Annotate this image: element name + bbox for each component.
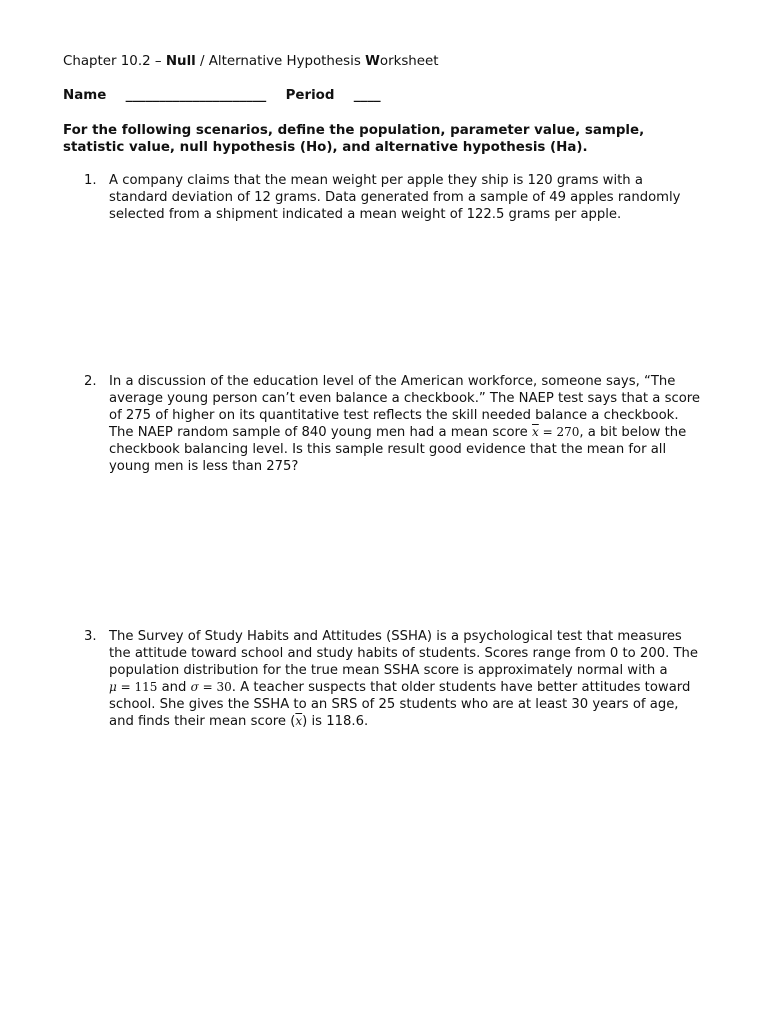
instructions: For the following scenarios, define the population, parameter value, sample, statistic value, null hypothesis (Ho), and alternative hypothesis (Ha). [63, 123, 645, 155]
question-1 [84, 172, 724, 223]
title-text-4: W [365, 54, 380, 69]
question-text-part: , a bit below the checkbook balancing level. Is this sample result good evidence that the mean for all young men is less than 275? [109, 425, 687, 474]
sample-mean-formula [532, 425, 579, 439]
page-title [63, 54, 439, 69]
question-number: 1. [84, 173, 97, 188]
sigma-symbol: σ [190, 680, 199, 694]
sigma-value: = 30 [198, 680, 232, 694]
name-blank: _____________________ [125, 88, 267, 103]
sigma-formula [191, 680, 232, 694]
question-text-part: In a discussion of the education level of the American workforce, someone says, “The average young person can’t even balance a checkbook.” The NAEP test says that a score of 275 of higher on its quantitative test reflects the skill needed balance a checkbook. The NAEP random sample of 840 young men had a mean score [109, 374, 701, 440]
title-text-3: / Alternative Hypothesis [195, 54, 366, 69]
question-number: 2. [84, 374, 97, 389]
title-text-1: Chapter 10.2 – [63, 54, 166, 69]
x-bar-symbol: $\overline{x}$ [531, 425, 539, 439]
question-number: 3. [84, 629, 97, 644]
period-label: Period [285, 88, 335, 103]
x-bar-symbol: $\overline{x}$ [295, 714, 303, 728]
title-text-5: orksheet [379, 54, 439, 69]
question-2 [84, 373, 724, 475]
period-blank: ____ [353, 88, 381, 103]
mu-symbol: μ [109, 680, 117, 694]
name-period-line [63, 88, 381, 103]
question-text: A company claims that the mean weight per apple they ship is 120 grams with a standard deviation of 12 grams. Data generated from a sample of 49 apples randomly selected from a shipment indicated a mean weight of 122.5 grams per apple. [109, 173, 681, 222]
question-text-part: and [157, 680, 191, 695]
question-text-part: The Survey of Study Habits and Attitudes (SSHA) is a psychological test that measures the attitude toward school and study habits of students. Scores range from 0 to 200. The population distribution for the true mean SSHA score is approximately normal with a [109, 629, 699, 678]
question-3 [84, 628, 724, 730]
question-text-part: . A teacher suspects that older students have better attitudes toward school. She gives the SSHA to an SRS of 25 students who are at least 30 years of age, and finds their mean score ( [109, 680, 691, 729]
sample-mean-value: = 270 [538, 425, 580, 439]
name-label: Name [63, 88, 107, 103]
question-text [109, 373, 704, 475]
mu-formula [109, 680, 157, 694]
mu-value: = 115 [116, 680, 158, 694]
question-text-part: ) is 118.6. [302, 714, 369, 729]
title-text-2: Null [165, 54, 196, 69]
question-text [109, 628, 704, 730]
